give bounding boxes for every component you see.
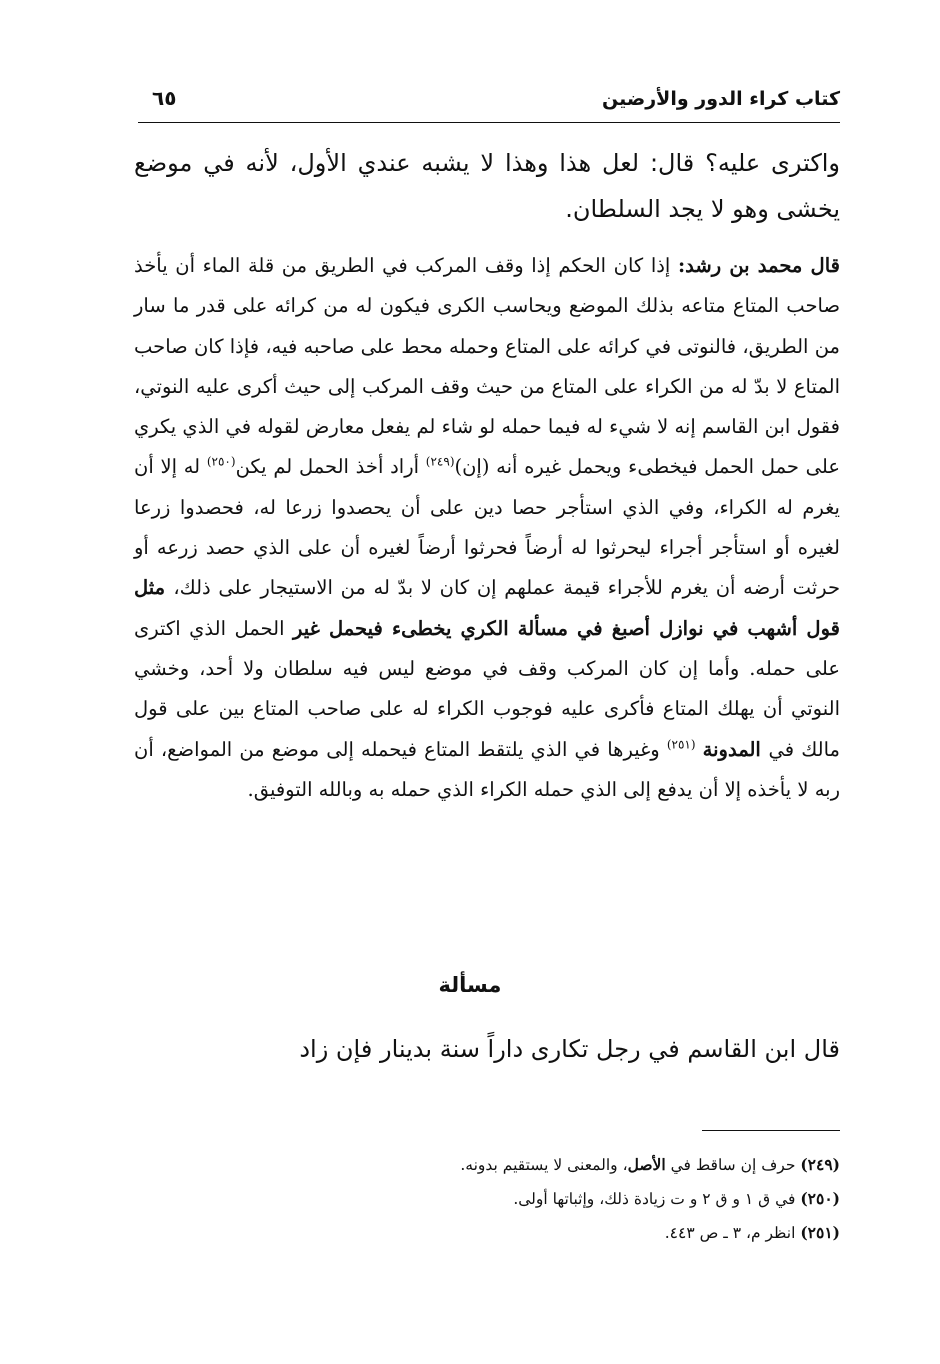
running-title: كتاب كراء الدور والأرضين [602, 88, 840, 110]
paragraph-2-bold-d: مثل قول أشهب في نوازل أصبغ في مسألة الكري يخطىء فيحمل غير [134, 576, 840, 640]
footnote-bold: الأصل [627, 1155, 666, 1174]
footnote-text: انظر م، ٣ ـ ص ٤٤٣. [664, 1224, 801, 1242]
footnote-250 [134, 1182, 840, 1216]
footnote-number: (٢٤٩) [800, 1155, 840, 1174]
paragraph-2-text-c: له إلا أن يغرم له الكراء، وفي الذي استأجر حصا دين على أن يحصدوا زرعا له، فحصدوا زرعا لغيره أو استأجر أجراء ليحرثوا له أرضاً فحرثوا أرضاً لغيره أن على الذي حصد زرعه أو حرثت أرضه أن يغرم للأجراء قيمة عملهم إن كان لا بدّ له من الاستيجار على ذلك، [134, 455, 840, 600]
running-header [138, 84, 840, 123]
footnote-251 [134, 1216, 840, 1250]
paragraph-1 [134, 140, 840, 232]
paragraph-3 [134, 1026, 840, 1072]
footnote-249 [134, 1148, 840, 1182]
footnotes [134, 1148, 840, 1250]
paragraph-2-text-b: أراد أخذ الحمل لم يكن [235, 455, 426, 479]
footnote-text: في ق ١ و ق ٢ و ت زيادة ذلك، وإثباتها أولى. [513, 1190, 801, 1208]
footnote-number: (٢٥١) [800, 1223, 840, 1242]
paragraph-2-lead: قال محمد بن رشد: [677, 254, 840, 277]
paragraph-2-text-g: وغيرها في الذي يلتقط المتاع فيحمله إلى موضع من المواضع، أن ربه لا يأخذه إلا أن يدفع إلى الذي حمله الكراء الذي حمله به وبالله التوفيق. [134, 737, 840, 801]
section-heading: مسألة [438, 973, 502, 997]
paragraph-2-text-a: إذا كان الحكم إذا وقف المركب في الطريق من قلة الماء أن يأخذ صاحب المتاع متاعه بذلك الموضع ويحاسب الكرى فيكون له من كرائه على قدر ما سار من الطريق، فالنوتى في كرائه على المتاع وحمله محط على صاحبه فيه، فإذا كان صاحب المتاع لا بدّ له من الكراء على المتاع من حيث وقف المركب إلى حيث أكرى عليه النوتي، فقول ابن القاسم إنه لا شيء له فيما حمله لو شاء لم يفعل معارض لقوله في الذي يكري على حمل الحمل فيخطىء ويحمل غيره أنه (إن) [134, 254, 841, 479]
footnote-ref-249: (٢٤٩) [425, 454, 455, 469]
footnote-number: (٢٥٠) [800, 1189, 840, 1208]
paragraph-2 [134, 246, 840, 810]
paragraph-3-text: قال ابن القاسم في رجل تكارى داراً سنة بدينار فإن زاد [299, 1035, 840, 1063]
paragraph-1-text: واكترى عليه؟ قال: لعل هذا وهذا لا يشبه عندي الأول، لأنه في موضع يخشى وهو لا يجد السلطان. [134, 149, 840, 223]
footnote-text: حرف إن ساقط في [665, 1156, 801, 1174]
paragraph-2-bold-f: المدونة [702, 737, 769, 761]
footnote-ref-250: (٢٥٠) [206, 454, 236, 469]
paragraph-2-text-e: الحمل الذي اكترى على حمله. وأما إن كان المركب وقف في موضع ليس فيه سلطان ولا أحد، وخشي النوتي أن يهلك المتاع فأكرى عليه فوجوب الكراء له على صاحب المتاع بين على قول مالك في [134, 616, 840, 761]
footnote-divider [702, 1130, 840, 1131]
footnote-ref-251: (٢٥١) [666, 737, 696, 752]
page-number: ٦٥ [152, 86, 177, 110]
footnote-text-end: ، والمعنى لا يستقيم بدونه. [460, 1156, 628, 1174]
